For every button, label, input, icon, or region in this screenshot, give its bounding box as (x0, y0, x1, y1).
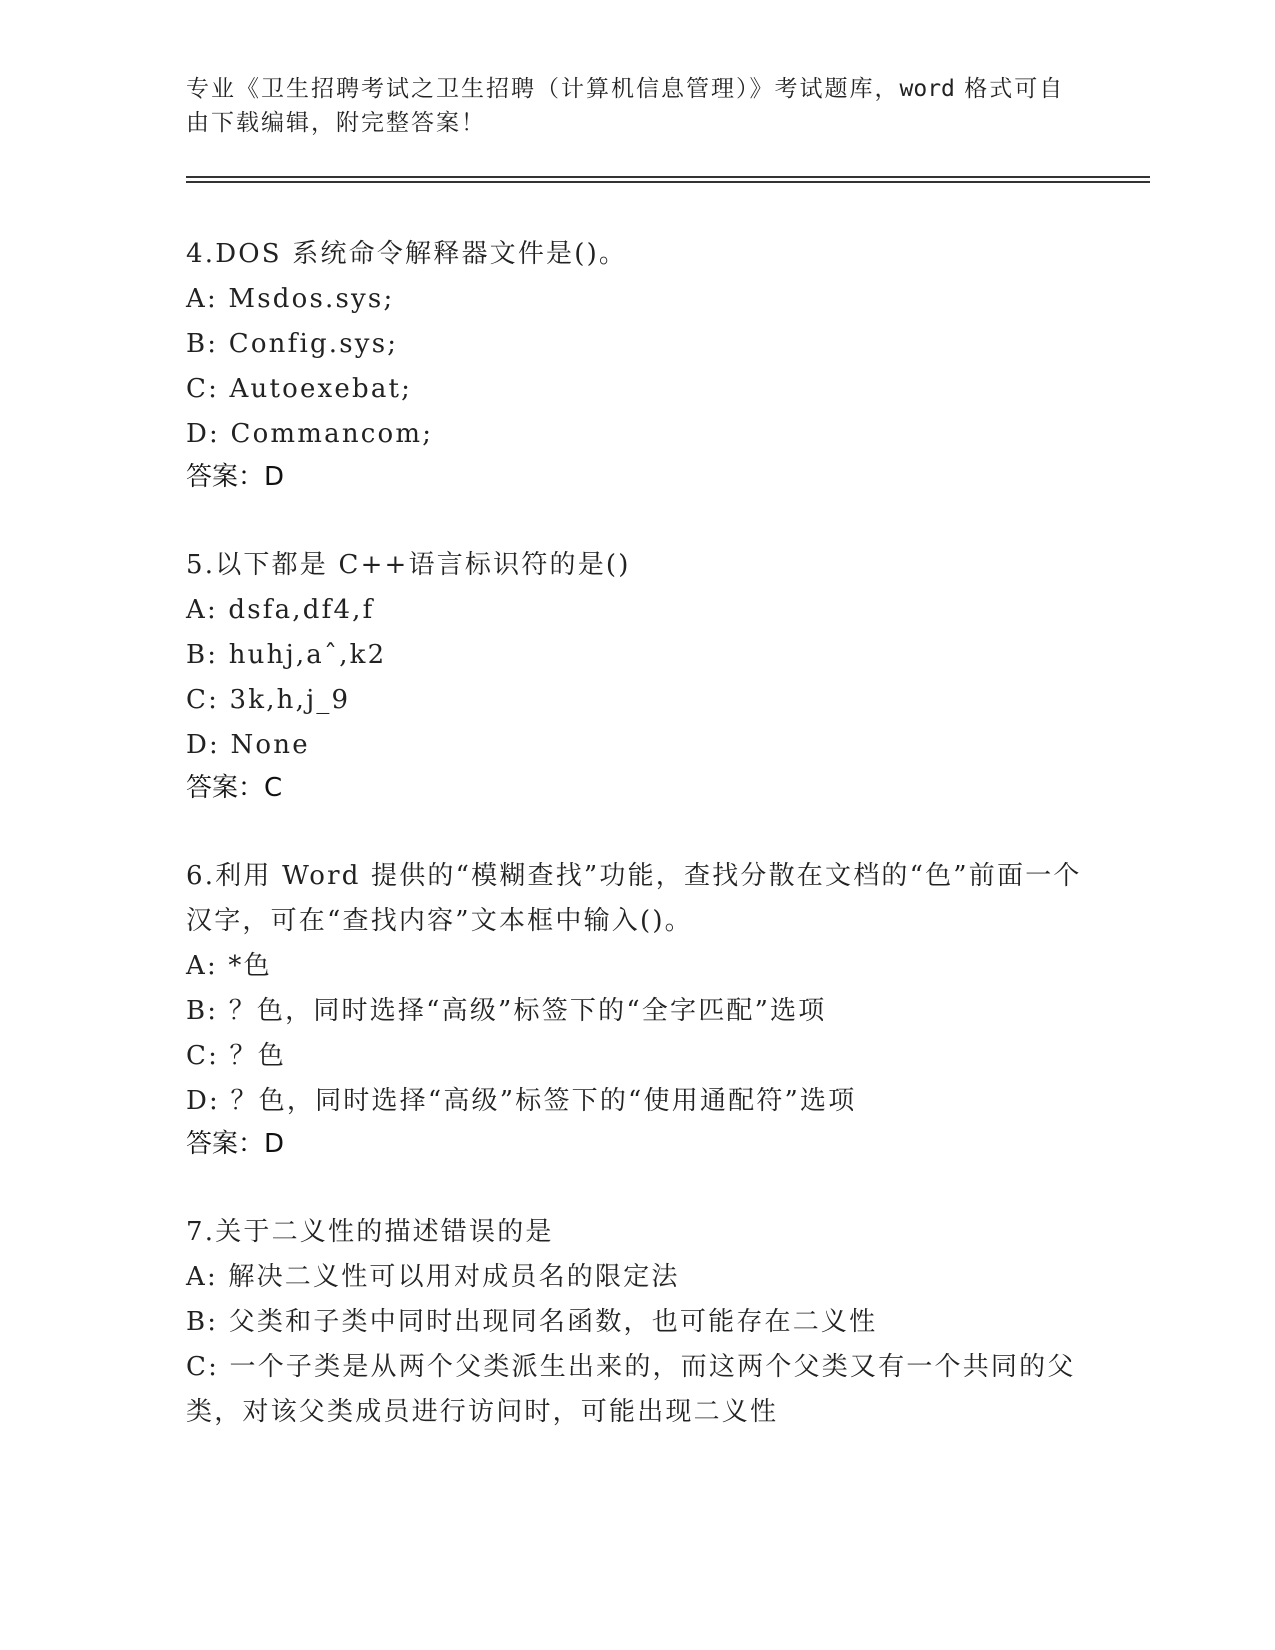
option-d: D: ？色，同时选择“高级”标签下的“使用通配符”选项 (186, 1086, 857, 1116)
option-c: C: Autoexebat; (186, 374, 413, 404)
question-stem: 6.利用 Word 提供的“模糊查找”功能，查找分散在文档的“色”前面一个汉字，可在“查找内容”文本框中输入()。 (186, 861, 1082, 936)
option-d: D: Commancom; (186, 419, 434, 449)
header-text-word: word (899, 76, 955, 102)
question-7 (186, 1210, 1086, 1435)
option-b: B: 父类和子类中同时出现同名函数，也可能存在二义性 (186, 1307, 878, 1337)
question-stem: 5.以下都是 C++语言标识符的是() (186, 550, 631, 580)
option-a: A: Msdos.sys; (186, 284, 395, 314)
question-6 (186, 854, 1086, 1164)
header-divider-top (186, 176, 1150, 178)
question-stem: 7.关于二义性的描述错误的是 (186, 1217, 554, 1247)
option-d: D: None (186, 730, 310, 760)
option-a: A: 解决二义性可以用对成员名的限定法 (186, 1262, 680, 1292)
option-b: B: huhj,aˆ,k2 (186, 640, 387, 670)
question-5 (186, 543, 1086, 808)
option-b: B: ？色，同时选择“高级”标签下的“全字匹配”选项 (186, 996, 827, 1026)
answer-label: 答案：D (186, 1129, 285, 1159)
option-c: C: ？色 (186, 1041, 286, 1071)
question-list (186, 232, 1086, 1481)
document-header (186, 72, 1066, 140)
header-text-part2: 格式可自由下载编辑，附完整答案！ (186, 76, 1065, 136)
option-a: A: *色 (186, 951, 272, 981)
option-a: A: dsfa,df4,f (186, 595, 375, 625)
answer-label: 答案：D (186, 462, 285, 492)
option-b: B: Config.sys; (186, 329, 399, 359)
answer-label: 答案：C (186, 773, 283, 803)
option-c: C: 3k,h,j_9 (186, 685, 351, 715)
header-divider-bottom (186, 181, 1150, 183)
question-4 (186, 232, 1086, 497)
option-c: C: 一个子类是从两个父类派生出来的，而这两个父类又有一个共同的父类，对该父类成员进行访问时，可能出现二义性 (186, 1352, 1076, 1427)
question-stem: 4.DOS 系统命令解释器文件是()。 (186, 239, 628, 269)
header-text-part1: 专业《卫生招聘考试之卫生招聘（计算机信息管理）》考试题库， (186, 76, 900, 102)
